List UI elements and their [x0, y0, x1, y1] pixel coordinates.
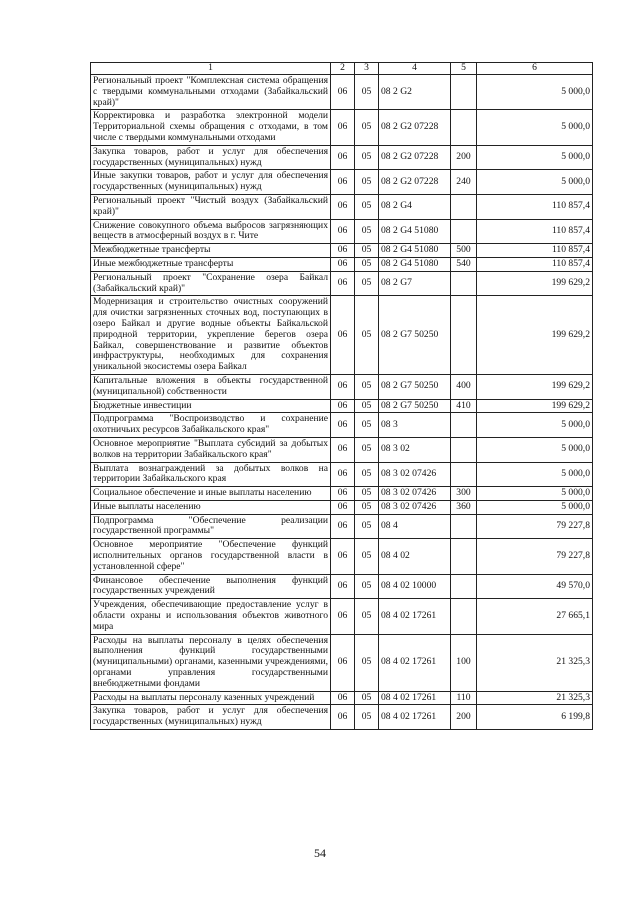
- target-article-cell: 08 4 02 10000: [379, 574, 451, 599]
- expense-type-cell: 300: [451, 487, 477, 501]
- target-article-cell: 08 2 G4 51080: [379, 257, 451, 271]
- expense-type-cell: 240: [451, 170, 477, 195]
- target-article-cell: 08 2 G7 50250: [379, 296, 451, 375]
- target-article-cell: 08 2 G4: [379, 194, 451, 219]
- section-code-cell: 06: [331, 194, 355, 219]
- section-code-cell: 06: [331, 500, 355, 514]
- amount-cell: 5 000,0: [477, 500, 593, 514]
- expense-type-cell: 110: [451, 691, 477, 705]
- target-article-cell: 08 2 G7 50250: [379, 399, 451, 413]
- table-row: [91, 500, 593, 514]
- row-name-cell: Социальное обеспечение и иные выплаты населению: [91, 487, 331, 501]
- row-name-cell: Иные закупки товаров, работ и услуг для обеспечения государственных (муниципальных) нужд: [91, 170, 331, 195]
- expense-type-cell: [451, 219, 477, 244]
- expense-type-cell: 200: [451, 705, 477, 730]
- target-article-cell: 08 4: [379, 514, 451, 539]
- table-row: [91, 244, 593, 258]
- amount-cell: 199 629,2: [477, 296, 593, 375]
- row-name-cell: Региональный проект "Чистый воздух (Забайкальский край)": [91, 194, 331, 219]
- amount-cell: 49 570,0: [477, 574, 593, 599]
- amount-cell: 110 857,4: [477, 194, 593, 219]
- amount-cell: 5 000,0: [477, 437, 593, 462]
- table-row: [91, 271, 593, 296]
- table-row: [91, 110, 593, 145]
- target-article-cell: 08 2 G4 51080: [379, 219, 451, 244]
- expense-type-cell: [451, 437, 477, 462]
- expense-type-cell: [451, 599, 477, 634]
- subsection-code-cell: 05: [355, 539, 379, 574]
- section-code-cell: 06: [331, 257, 355, 271]
- table-row: [91, 487, 593, 501]
- section-code-cell: 06: [331, 487, 355, 501]
- section-code-cell: 06: [331, 145, 355, 170]
- target-article-cell: 08 4 02 17261: [379, 599, 451, 634]
- row-name-cell: Модернизация и строительство очистных сооружений для очистки загрязненных сточных вод, поступающих в озеро Байкал и другие водные объекты Байкальской природной территории, укрепление берегов озера Байкал, совершенствование и развитие объектов инфраструктуры, необходимых для сохранения уникальной экосистемы озера Байкал: [91, 296, 331, 375]
- amount-cell: 199 629,2: [477, 271, 593, 296]
- row-name-cell: Иные межбюджетные трансферты: [91, 257, 331, 271]
- subsection-code-cell: 05: [355, 487, 379, 501]
- subsection-code-cell: 05: [355, 244, 379, 258]
- subsection-code-cell: 05: [355, 110, 379, 145]
- section-code-cell: 06: [331, 462, 355, 487]
- subsection-code-cell: 05: [355, 691, 379, 705]
- expense-type-cell: [451, 194, 477, 219]
- section-code-cell: 06: [331, 75, 355, 110]
- table-body: [91, 75, 593, 730]
- row-name-cell: Снижение совокупного объема выбросов загрязняющих веществ в атмосферный воздух в г. Чите: [91, 219, 331, 244]
- table-row: [91, 413, 593, 438]
- table-row: [91, 194, 593, 219]
- table-row: [91, 374, 593, 399]
- row-name-cell: Подпрограмма "Воспроизводство и сохранение охотничьих ресурсов Забайкальского края": [91, 413, 331, 438]
- header-col-6: 6: [477, 63, 593, 75]
- target-article-cell: 08 4 02 17261: [379, 705, 451, 730]
- section-code-cell: 06: [331, 634, 355, 691]
- subsection-code-cell: 05: [355, 599, 379, 634]
- section-code-cell: 06: [331, 539, 355, 574]
- row-name-cell: Иные выплаты населению: [91, 500, 331, 514]
- amount-cell: 5 000,0: [477, 75, 593, 110]
- section-code-cell: 06: [331, 399, 355, 413]
- expense-type-cell: [451, 75, 477, 110]
- subsection-code-cell: 05: [355, 75, 379, 110]
- subsection-code-cell: 05: [355, 271, 379, 296]
- row-name-cell: Выплата вознаграждений за добытых волков на территории Забайкальского края: [91, 462, 331, 487]
- expense-type-cell: [451, 539, 477, 574]
- subsection-code-cell: 05: [355, 462, 379, 487]
- table-row: [91, 296, 593, 375]
- table-row: [91, 705, 593, 730]
- amount-cell: 21 325,3: [477, 691, 593, 705]
- table-row: [91, 574, 593, 599]
- target-article-cell: 08 3 02: [379, 437, 451, 462]
- table-row: [91, 691, 593, 705]
- amount-cell: 5 000,0: [477, 462, 593, 487]
- expense-type-cell: 540: [451, 257, 477, 271]
- expense-type-cell: 410: [451, 399, 477, 413]
- section-code-cell: 06: [331, 170, 355, 195]
- target-article-cell: 08 2 G2: [379, 75, 451, 110]
- target-article-cell: 08 2 G7 50250: [379, 374, 451, 399]
- target-article-cell: 08 2 G2 07228: [379, 170, 451, 195]
- table-row: [91, 634, 593, 691]
- table-row: [91, 75, 593, 110]
- section-code-cell: 06: [331, 296, 355, 375]
- expense-type-cell: [451, 462, 477, 487]
- header-row: [91, 63, 593, 75]
- row-name-cell: Межбюджетные трансферты: [91, 244, 331, 258]
- subsection-code-cell: 05: [355, 194, 379, 219]
- subsection-code-cell: 05: [355, 514, 379, 539]
- row-name-cell: Корректировка и разработка электронной модели Территориальной схемы обращения с отходами, в том числе с твердыми коммунальными отходами: [91, 110, 331, 145]
- amount-cell: 27 665,1: [477, 599, 593, 634]
- table-row: [91, 539, 593, 574]
- subsection-code-cell: 05: [355, 219, 379, 244]
- expense-type-cell: [451, 271, 477, 296]
- expense-type-cell: 500: [451, 244, 477, 258]
- page-number: 54: [314, 846, 326, 860]
- subsection-code-cell: 05: [355, 399, 379, 413]
- target-article-cell: 08 3: [379, 413, 451, 438]
- header-col-4: 4: [379, 63, 451, 75]
- subsection-code-cell: 05: [355, 374, 379, 399]
- expense-type-cell: [451, 413, 477, 438]
- expense-type-cell: [451, 514, 477, 539]
- target-article-cell: 08 2 G2 07228: [379, 145, 451, 170]
- amount-cell: 79 227,8: [477, 514, 593, 539]
- target-article-cell: 08 2 G4 51080: [379, 244, 451, 258]
- section-code-cell: 06: [331, 705, 355, 730]
- row-name-cell: Основное мероприятие "Выплата субсидий за добытых волков на территории Забайкальского края": [91, 437, 331, 462]
- target-article-cell: 08 3 02 07426: [379, 487, 451, 501]
- section-code-cell: 06: [331, 514, 355, 539]
- row-name-cell: Финансовое обеспечение выполнения функций государственных учреждений: [91, 574, 331, 599]
- row-name-cell: Основное мероприятие "Обеспечение функций исполнительных органов государственной власти в установленной сфере": [91, 539, 331, 574]
- expense-type-cell: 200: [451, 145, 477, 170]
- row-name-cell: Бюджетные инвестиции: [91, 399, 331, 413]
- table-row: [91, 399, 593, 413]
- target-article-cell: 08 4 02 17261: [379, 634, 451, 691]
- amount-cell: 5 000,0: [477, 145, 593, 170]
- target-article-cell: 08 4 02 17261: [379, 691, 451, 705]
- section-code-cell: 06: [331, 374, 355, 399]
- section-code-cell: 06: [331, 271, 355, 296]
- amount-cell: 199 629,2: [477, 374, 593, 399]
- row-name-cell: Капитальные вложения в объекты государственной (муниципальной) собственности: [91, 374, 331, 399]
- subsection-code-cell: 05: [355, 634, 379, 691]
- table-row: [91, 599, 593, 634]
- table-row: [91, 145, 593, 170]
- header-col-3: 3: [355, 63, 379, 75]
- expense-type-cell: 100: [451, 634, 477, 691]
- subsection-code-cell: 05: [355, 437, 379, 462]
- section-code-cell: 06: [331, 244, 355, 258]
- row-name-cell: Учреждения, обеспечивающие предоставление услуг в области охраны и использования объектов животного мира: [91, 599, 331, 634]
- subsection-code-cell: 05: [355, 145, 379, 170]
- header-col-1: 1: [91, 63, 331, 75]
- target-article-cell: 08 2 G2 07228: [379, 110, 451, 145]
- table-row: [91, 170, 593, 195]
- subsection-code-cell: 05: [355, 170, 379, 195]
- amount-cell: 5 000,0: [477, 170, 593, 195]
- subsection-code-cell: 05: [355, 413, 379, 438]
- amount-cell: 110 857,4: [477, 257, 593, 271]
- amount-cell: 199 629,2: [477, 399, 593, 413]
- header-col-5: 5: [451, 63, 477, 75]
- row-name-cell: Подпрограмма "Обеспечение реализации государственной программы": [91, 514, 331, 539]
- table-row: [91, 257, 593, 271]
- row-name-cell: Региональный проект "Сохранение озера Байкал (Забайкальский край)": [91, 271, 331, 296]
- expense-type-cell: [451, 574, 477, 599]
- section-code-cell: 06: [331, 574, 355, 599]
- expense-type-cell: 400: [451, 374, 477, 399]
- target-article-cell: 08 2 G7: [379, 271, 451, 296]
- row-name-cell: Расходы на выплаты персоналу казенных учреждений: [91, 691, 331, 705]
- section-code-cell: 06: [331, 437, 355, 462]
- row-name-cell: Закупка товаров, работ и услуг для обеспечения государственных (муниципальных) нужд: [91, 705, 331, 730]
- section-code-cell: 06: [331, 413, 355, 438]
- amount-cell: 6 199,8: [477, 705, 593, 730]
- subsection-code-cell: 05: [355, 574, 379, 599]
- target-article-cell: 08 3 02 07426: [379, 500, 451, 514]
- row-name-cell: Региональный проект "Комплексная система обращения с твердыми коммунальными отходами (Забайкальский край)": [91, 75, 331, 110]
- table-row: [91, 462, 593, 487]
- row-name-cell: Расходы на выплаты персоналу в целях обеспечения выполнения функций государственными (муниципальными) органами, казенными учреждениями, органами управления государственными внебюджетными фондами: [91, 634, 331, 691]
- subsection-code-cell: 05: [355, 257, 379, 271]
- table-header: [91, 63, 593, 75]
- amount-cell: 5 000,0: [477, 413, 593, 438]
- subsection-code-cell: 05: [355, 705, 379, 730]
- expense-type-cell: [451, 296, 477, 375]
- section-code-cell: 06: [331, 691, 355, 705]
- amount-cell: 79 227,8: [477, 539, 593, 574]
- table-row: [91, 219, 593, 244]
- section-code-cell: 06: [331, 219, 355, 244]
- target-article-cell: 08 4 02: [379, 539, 451, 574]
- amount-cell: 110 857,4: [477, 244, 593, 258]
- target-article-cell: 08 3 02 07426: [379, 462, 451, 487]
- subsection-code-cell: 05: [355, 296, 379, 375]
- subsection-code-cell: 05: [355, 500, 379, 514]
- expense-type-cell: [451, 110, 477, 145]
- amount-cell: 110 857,4: [477, 219, 593, 244]
- row-name-cell: Закупка товаров, работ и услуг для обеспечения государственных (муниципальных) нужд: [91, 145, 331, 170]
- header-col-2: 2: [331, 63, 355, 75]
- amount-cell: 5 000,0: [477, 110, 593, 145]
- section-code-cell: 06: [331, 110, 355, 145]
- table-row: [91, 437, 593, 462]
- section-code-cell: 06: [331, 599, 355, 634]
- budget-table: [90, 62, 593, 730]
- amount-cell: 21 325,3: [477, 634, 593, 691]
- amount-cell: 5 000,0: [477, 487, 593, 501]
- expense-type-cell: 360: [451, 500, 477, 514]
- table-row: [91, 514, 593, 539]
